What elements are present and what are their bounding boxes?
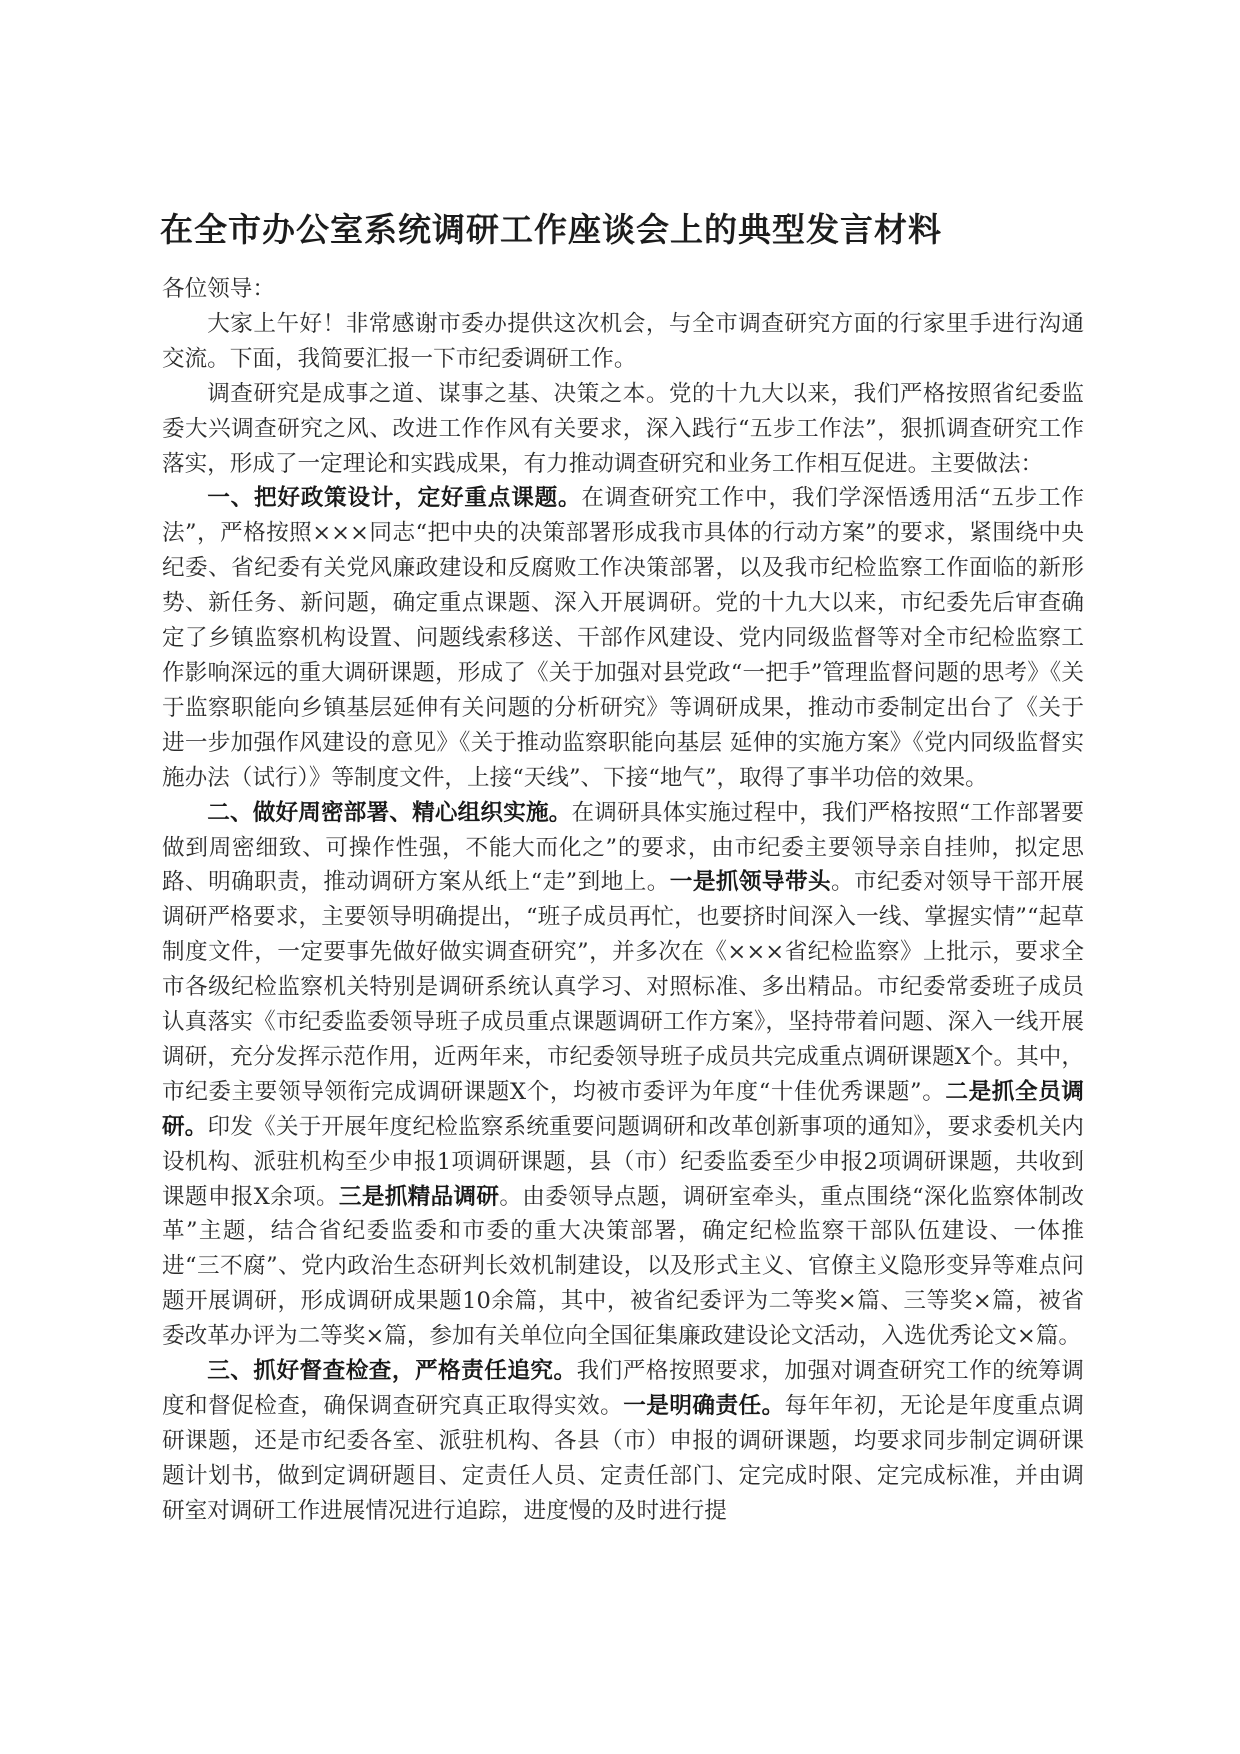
salutation: 各位领导： <box>162 276 275 302</box>
document-body <box>162 272 1084 1529</box>
document-title: 在全市办公室系统调研工作座谈会上的典型发言材料 <box>160 210 942 249</box>
section-3-point-1: 一是明确责任。 <box>623 1393 785 1419</box>
section-1-heading: 一、把好政策设计，定好重点课题。 <box>207 485 582 512</box>
paragraph-section-3 <box>162 1354 1084 1529</box>
paragraph-section-2 <box>162 796 1084 1355</box>
section-2-text-4: 。由委领导点题，调研室牵头，重点围绕“深化监察体制改革”主题，结合省纪委监委和市委的重大决策部署，确定纪检监察干部队伍建设、一体推进“三不腐”、党内政治生态研判长效机制建设，以及形式主义、官僚主义隐形变异等难点问题开展调研，形成调研成果题10余篇，其中，被省纪委评为二等奖×篇、三等奖×篇，被省委改革办评为二等奖×篇，参加有关单位向全国征集廉政建设论文活动，入选优秀论文×篇。 <box>162 1183 1084 1350</box>
paragraph-section-1 <box>162 481 1084 795</box>
section-2-text-1: 在调研具体实施过程中，我们严格按照“工作部署要做到周密细致、可操作性强，不能大而化之”的要求，由市纪委主要领导亲自挂帅，拟定思路、明确职责，推动调研方案从纸上“走”到地上。 <box>162 799 1085 896</box>
section-2-point-1: 一是抓领导带头 <box>669 869 832 896</box>
paragraph-greeting: 大家上午好！非常感谢市委办提供这次机会，与全市调查研究方面的行家里手进行沟通交流。下面，我简要汇报一下市纪委调研工作。 <box>162 310 1084 372</box>
paragraph-introduction: 调查研究是成事之道、谋事之基、决策之本。党的十九大以来，我们严格按照省纪委监委大兴调查研究之风、改进工作作风有关要求，深入践行“五步工作法”，狠抓调查研究工作落实，形成了一定理论和实践成果，有力推动调查研究和业务工作相互促进。主要做法： <box>162 380 1084 477</box>
section-3-heading: 三、抓好督查检查，严格责任追究。 <box>207 1358 577 1385</box>
section-3-text-2: 每年年初，无论是年度重点调研课题，还是市纪委各室、派驻机构、各县（市）申报的调研课题，均要求同步制定调研课题计划书，做到定调研题目、定责任人员、定责任部门、定完成时限、定完成标准，并由调研室对调研工作进展情况进行追踪，进度慢的及时进行提 <box>162 1393 1085 1524</box>
section-2-text-3: 印发《关于开展年度纪检监察系统重要问题调研和改革创新事项的通知》，要求委机关内设机构、派驻机构至少申报1项调研课题，县（市）纪委监委至少申报2项调研课题，共收到课题申报X余项。 <box>162 1113 1085 1210</box>
section-2-heading: 二、做好周密部署、精心组织实施。 <box>207 799 572 826</box>
section-1-text: 在调查研究工作中，我们学深悟透用活“五步工作法”，严格按照×××同志“把中央的决策部署形成我市具体的行动方案”的要求，紧围绕中央纪委、省纪委有关党风廉政建设和反腐败工作决策部署，以及我市纪检监察工作面临的新形势、新任务、新问题，确定重点课题、深入开展调研。党的十九大以来，市纪委先后审查确定了乡镇监察机构设置、问题线索移送、干部作风建设、党内同级监督等对全市纪检监察工作影响深远的重大调研课题，形成了《关于加强对县党政“一把手”管理监督问题的思考》《关于监察职能向乡镇基层延伸有关问题的分析研究》等调研成果，推动市委制定出台了《关于进一步加强作风建设的意见》《关于推动监察职能向基层 延伸的实施方案》《党内同级监督实施办法（试行）》等制度文件，上接“天线”、下接“地气”，取得了事半功倍的效果。 <box>162 485 1084 791</box>
section-2-point-3: 三是抓精品调研 <box>338 1183 500 1210</box>
section-3-text-1: 我们严格按照要求，加强对调查研究工作的统筹调度和督促检查，确保调查研究真正取得实效。 <box>162 1358 1085 1419</box>
section-2-point-2: 二是抓全员调研。 <box>162 1078 1085 1140</box>
section-2-text-2: 。市纪委对领导干部开展调研严格要求，主要领导明确提出，“班子成员再忙，也要挤时间深入一线、掌握实情”“起草制度文件，一定要事先做好做实调查研究”，并多次在《×××省纪检监察》上批示，要求全市各级纪检监察机关特别是调研系统认真学习、对照标准、多出精品。市纪委常委班子成员认真落实《市纪委监委领导班子成员重点课题调研工作方案》，坚持带着问题、深入一线开展调研，充分发挥示范作用，近两年来，市纪委领导班子成员共完成重点调研课题X个。其中，市纪委主要领导领衔完成调研课题X个，均被市委评为年度“十佳优秀课题”。 <box>162 869 1085 1105</box>
